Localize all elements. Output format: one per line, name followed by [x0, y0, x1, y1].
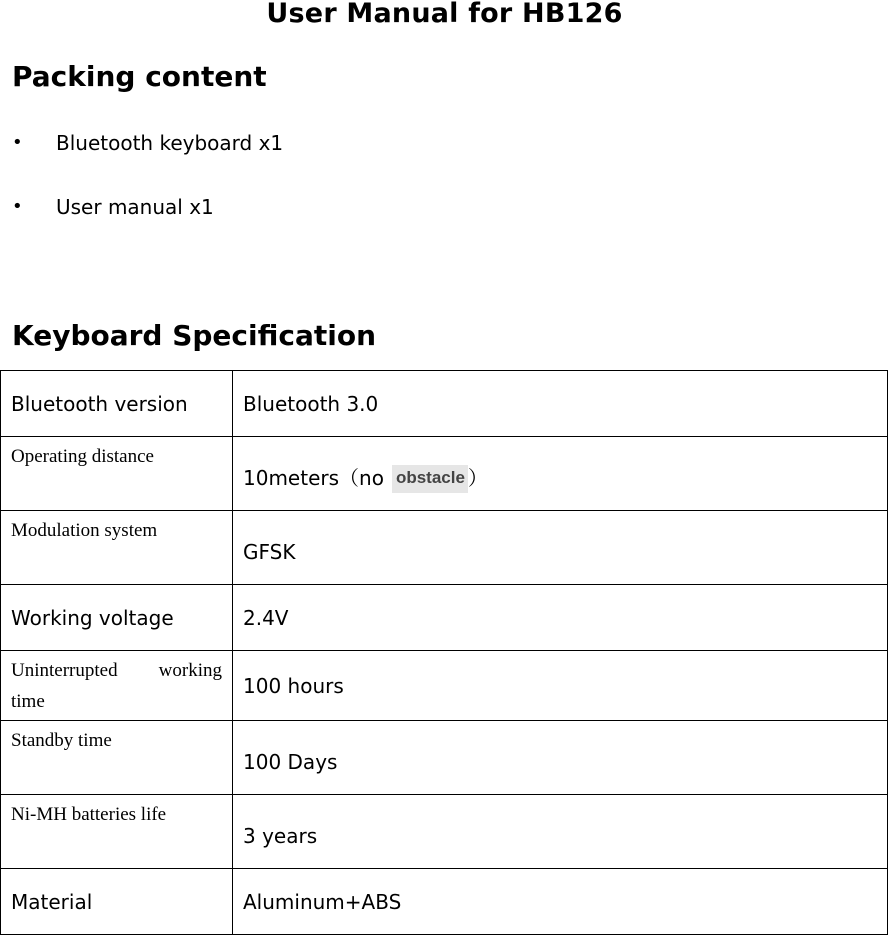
- table-row: [1, 651, 888, 721]
- packing-item-keyboard: Bluetooth keyboard x1: [56, 131, 284, 155]
- table-row: [1, 585, 888, 651]
- specification-table: [0, 370, 888, 935]
- table-row: [1, 437, 888, 511]
- spec-value-operating-distance: [233, 437, 888, 511]
- table-row: [1, 795, 888, 869]
- spec-label-standby-time: Standby time: [1, 721, 233, 795]
- document-title: User Manual for HB126: [266, 0, 623, 29]
- obstacle-highlight: obstacle: [392, 465, 468, 493]
- spec-label-uninterrupted-working-time: Uninterrupted working time: [1, 651, 233, 721]
- bullet-icon: •: [12, 132, 23, 153]
- packing-content-heading: Packing content: [12, 60, 267, 93]
- table-row: [1, 869, 888, 935]
- spec-label-bluetooth-version: Bluetooth version: [1, 371, 233, 437]
- keyboard-specification-heading: Keyboard Specification: [12, 319, 377, 352]
- spec-label-modulation-system: Modulation system: [1, 511, 233, 585]
- table-row: [1, 721, 888, 795]
- packing-item-manual: User manual x1: [56, 195, 214, 219]
- spec-value-working-voltage: 2.4V: [233, 585, 888, 651]
- table-row: [1, 371, 888, 437]
- spec-value-batteries-life: 3 years: [233, 795, 888, 869]
- spec-label-working-voltage: Working voltage: [1, 585, 233, 651]
- spec-value-modulation-system: GFSK: [233, 511, 888, 585]
- spec-value-operating-distance-suffix: ）: [467, 465, 488, 490]
- bullet-icon: •: [12, 196, 23, 217]
- spec-value-material: Aluminum+ABS: [233, 869, 888, 935]
- table-row: [1, 511, 888, 585]
- spec-label-material: Material: [1, 869, 233, 935]
- spec-label-batteries-life: Ni-MH batteries life: [1, 795, 233, 869]
- spec-value-operating-distance-text: 10meters（no: [243, 465, 384, 490]
- spec-value-bluetooth-version: Bluetooth 3.0: [233, 371, 888, 437]
- spec-label-operating-distance: Operating distance: [1, 437, 233, 511]
- spec-value-uninterrupted-working-time: 100 hours: [233, 651, 888, 721]
- spec-value-standby-time: 100 Days: [233, 721, 888, 795]
